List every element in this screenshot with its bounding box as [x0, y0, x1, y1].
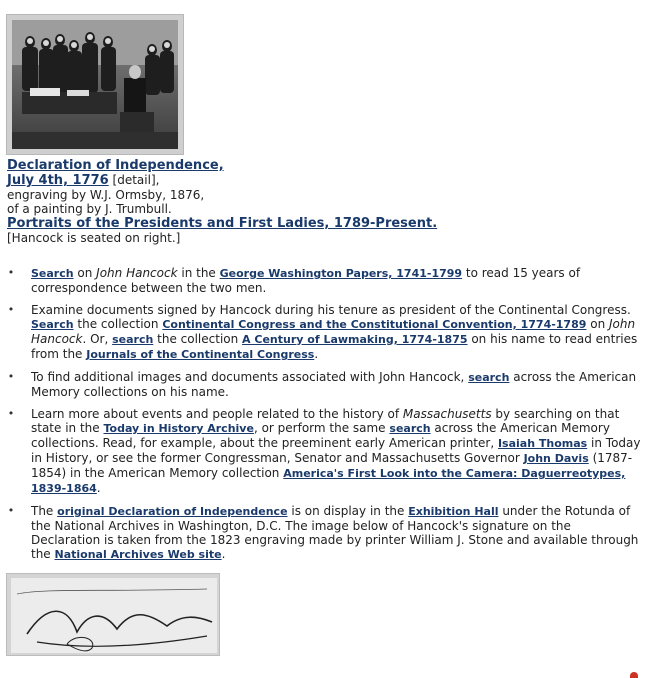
bullet-icon: •	[7, 504, 15, 517]
text: under the Rotunda of the National Archives in Washington, D.C. The image below of Hancock's signature on the Declaration is taken from the 1823 engraving made by printer William J. Stone and available through the	[31, 504, 639, 561]
painting-caption	[7, 158, 447, 245]
text: To find additional images and documents associated with John Hancock,	[31, 370, 469, 384]
massachusetts-italic: Massachusetts	[402, 407, 492, 421]
painting-credit: of a painting by J. Trumbull.	[7, 202, 172, 216]
list-item	[6, 504, 642, 562]
painting-graphic	[12, 20, 178, 149]
engraving-credit: engraving by W.J. Ormsby, 1876,	[7, 188, 205, 202]
bullet-icon: •	[7, 303, 15, 316]
text: in the	[177, 266, 220, 280]
today-in-history-link[interactable]: Today in History Archive	[103, 422, 254, 435]
bullet-icon: •	[7, 266, 15, 279]
daguerreotypes-link[interactable]: America's First Look into the Camera: Daguerreotypes, 1839-1864	[31, 467, 626, 495]
journals-link[interactable]: Journals of the Continental Congress	[86, 348, 315, 361]
text: on	[586, 317, 609, 331]
declaration-painting-image[interactable]	[6, 14, 184, 155]
text: by searching on that state in the	[31, 407, 620, 435]
text: Examine documents signed by Hancock during his tenure as president of the Continental Congress.	[31, 303, 631, 317]
text: across the American Memory collections on his name.	[31, 370, 637, 399]
detail-text: [detail],	[108, 173, 160, 187]
text: . Or,	[82, 332, 113, 346]
search-link[interactable]: search	[112, 333, 154, 346]
list-item	[6, 266, 642, 295]
washington-papers-link[interactable]: George Washington Papers, 1741-1799	[219, 267, 463, 280]
text: , or perform the same	[253, 421, 390, 435]
text: .	[96, 481, 101, 495]
list-item	[6, 370, 642, 399]
text: the collection	[73, 317, 163, 331]
declaration-link[interactable]: Declaration of Independence,	[7, 158, 224, 173]
text: to read 15 years of correspondence between the two men.	[31, 266, 581, 295]
july-4th-link[interactable]: July 4th, 1776	[7, 173, 109, 188]
text: .	[314, 347, 319, 361]
text: on his name to read entries from the	[31, 332, 638, 361]
original-declaration-link[interactable]: original Declaration of Independence	[57, 505, 288, 518]
hancock-signature-image	[6, 573, 220, 656]
text: across the American Memory collections. Read, for example, about the preeminent early American printer,	[31, 421, 610, 450]
bullet-icon: •	[7, 370, 15, 383]
national-archives-link[interactable]: National Archives Web site	[54, 548, 222, 561]
text: in Today in History, or see the former Congressman, Senator and Massachusetts Governor	[31, 436, 641, 465]
search-link[interactable]: search	[468, 371, 510, 384]
hancock-italic: John Hancock	[96, 266, 178, 280]
search-link[interactable]: search	[389, 422, 431, 435]
text: the collection	[153, 332, 243, 346]
text: Learn more about events and people related to the history of	[31, 407, 403, 421]
text: .	[221, 547, 226, 561]
list-item	[6, 407, 642, 496]
list-item	[6, 303, 642, 362]
isaiah-thomas-link[interactable]: Isaiah Thomas	[497, 437, 588, 450]
bullet-icon: •	[7, 407, 15, 420]
century-of-lawmaking-link[interactable]: A Century of Lawmaking, 1774-1875	[242, 333, 468, 346]
text: The	[31, 504, 58, 518]
search-link[interactable]: Search	[31, 267, 74, 280]
text: is on display in the	[287, 504, 409, 518]
portraits-link[interactable]: Portraits of the Presidents and First Ladies, 1789-Present.	[7, 216, 438, 231]
exhibition-hall-link[interactable]: Exhibition Hall	[408, 505, 499, 518]
continental-congress-link[interactable]: Continental Congress and the Constitutional Convention, 1774-1789	[162, 318, 587, 331]
signature-graphic	[7, 574, 221, 657]
hancock-note: [Hancock is seated on right.]	[7, 231, 181, 245]
corner-mark-icon	[630, 672, 638, 678]
resource-list	[6, 266, 642, 570]
text: (1787-1854) in the American Memory collection	[31, 451, 633, 480]
text: on	[73, 266, 97, 280]
john-davis-link[interactable]: John Davis	[523, 452, 589, 465]
search-link[interactable]: Search	[31, 318, 74, 331]
hancock-italic: John Hancock	[31, 317, 636, 346]
